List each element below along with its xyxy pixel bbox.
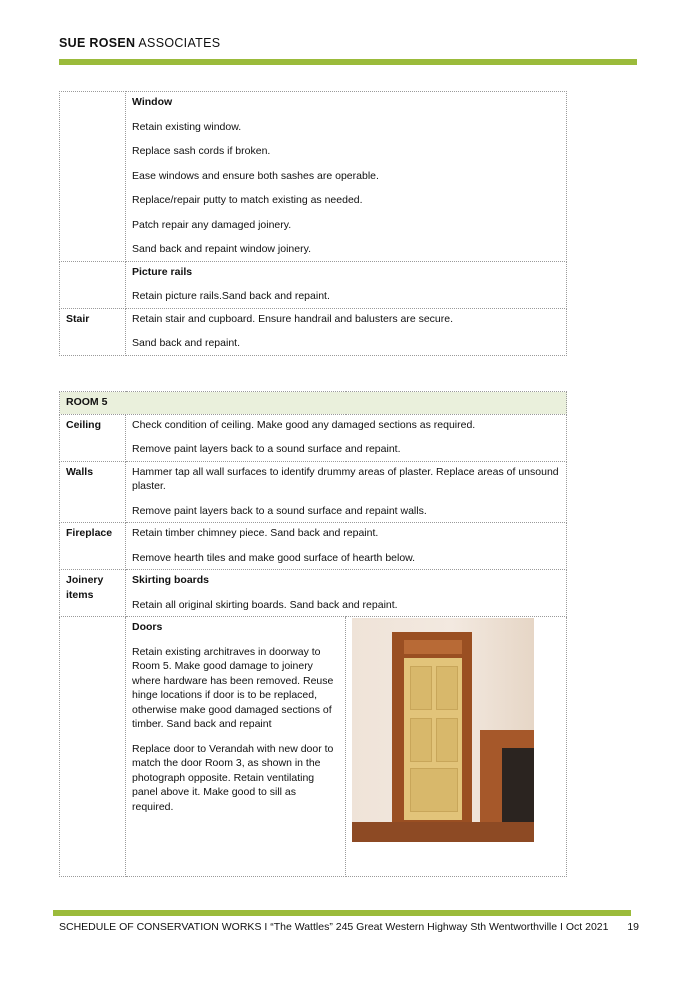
ceiling-cell (126, 414, 567, 461)
fireplace-cell (126, 523, 567, 570)
window-item: Ease windows and ensure both sashes are operable. (132, 169, 379, 182)
skirting-cell (126, 570, 567, 617)
room5-header-row (60, 392, 567, 415)
walls-cell (126, 461, 567, 523)
header-brand (59, 36, 220, 50)
door-photo (352, 618, 534, 842)
stair-item: Sand back and repaint. (132, 337, 240, 349)
room5-title: ROOM 5 (60, 392, 567, 415)
joinery-label: Joinery items (60, 570, 126, 617)
ceiling-row (60, 414, 567, 461)
stair-row (60, 308, 567, 355)
walls-row (60, 461, 567, 523)
ceiling-label: Ceiling (60, 414, 126, 461)
picture-rails-text: Retain picture rails.Sand back and repaint. (132, 290, 330, 302)
skirting-row (60, 570, 567, 617)
brand-suffix: ASSOCIATES (138, 36, 221, 50)
ceiling-item: Remove paint layers back to a sound surface and repaint. (132, 443, 401, 455)
window-cell (126, 92, 567, 262)
stair-cell (126, 308, 567, 355)
fireplace-item: Retain timber chimney piece. Sand back and repaint. (132, 527, 379, 539)
doors-row (60, 617, 567, 877)
ventilating-panel (404, 640, 462, 654)
footer (59, 921, 639, 933)
stair-label: Stair (60, 308, 126, 355)
doors-heading: Doors (132, 621, 163, 633)
empty-label-cell (60, 617, 126, 877)
window-item: Sand back and repaint window joinery. (132, 243, 311, 255)
footer-text: SCHEDULE OF CONSERVATION WORKS I “The Wattles” 245 Great Western Highway Sth Wentworthville I Oct 2021 (59, 921, 609, 933)
window-item: Replace sash cords if broken. (132, 145, 271, 157)
picture-rails-cell (126, 261, 567, 308)
empty-label-cell (60, 92, 126, 262)
walls-item: Hammer tap all wall surfaces to identify drummy areas of plaster. Replace areas of unsound plaster. (132, 465, 559, 492)
window-item: Retain existing window. (132, 120, 242, 133)
skirting-text: Retain all original skirting boards. Sand back and repaint. (132, 598, 398, 611)
skirting-heading: Skirting boards (132, 574, 210, 586)
fireplace-row (60, 523, 567, 570)
header-rule (59, 59, 637, 65)
walls-item: Remove paint layers back to a sound surface and repaint walls. (132, 504, 427, 517)
fireplace-item: Remove hearth tiles and make good surface of hearth below. (132, 551, 416, 564)
brand-name: SUE ROSEN (59, 36, 136, 50)
walls-label: Walls (60, 461, 126, 523)
window-heading: Window (132, 96, 173, 108)
window-item: Replace/repair putty to match existing as needed. (132, 194, 363, 206)
floor (352, 822, 534, 842)
empty-label-cell (60, 261, 126, 308)
picture-rails-heading: Picture rails (132, 265, 193, 278)
doors-item: Retain existing architraves in doorway to Room 5. Make good damage to joinery where hardware has been removed. Reuse hinge locations if door is to be replaced, otherwise make good damaged sections of timber. Sand back and repaint (132, 645, 334, 730)
room5-table (59, 391, 567, 877)
ceiling-item: Check condition of ceiling. Make good any damaged sections as required. (132, 418, 476, 431)
doors-item: Replace door to Verandah with new door to match the door Room 3, as shown in the photograph opposite. Retain ventilating panel above it. Make good to sill as required. (132, 742, 334, 813)
fireplace-label: Fireplace (60, 523, 126, 570)
footer-rule (53, 910, 631, 916)
picture-rails-row (60, 261, 567, 308)
window-row (60, 92, 567, 262)
window-item: Patch repair any damaged joinery. (132, 218, 292, 231)
doors-cell (126, 617, 346, 877)
stair-item: Retain stair and cupboard. Ensure handrail and balusters are secure. (132, 312, 454, 325)
page-number: 19 (627, 921, 639, 933)
photo-cell (346, 617, 567, 877)
works-table-continued (59, 91, 567, 356)
